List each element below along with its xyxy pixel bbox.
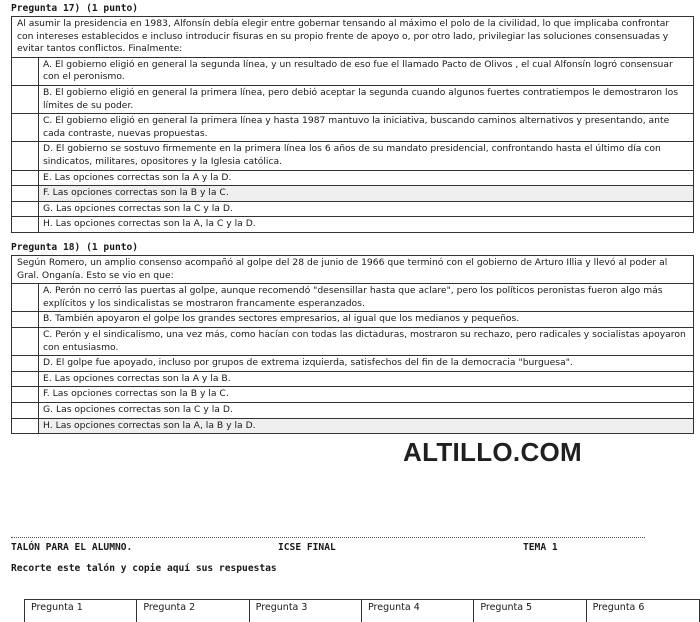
question-18-box — [11, 255, 694, 434]
question-17-option-h[interactable] — [12, 217, 693, 232]
answer-cell[interactable]: Pregunta 4 — [362, 600, 474, 622]
option-text: C. El gobierno eligió en general la primera línea y hasta 1987 mantuvo la iniciativa, buscando caminos alternativos y presentando, ante cada contraste, nuevas propuestas. — [43, 115, 670, 139]
question-18-option-a[interactable] — [12, 284, 693, 312]
option-text: G. Las opciones correctas son la C y la D. — [43, 202, 233, 214]
option-text: H. Las opciones correctas son la A, la C y la D. — [43, 218, 256, 230]
question-18-option-b[interactable] — [12, 312, 693, 328]
question-17-box — [11, 16, 694, 233]
question-18-option-d[interactable] — [12, 356, 693, 372]
question-17-option-c[interactable] — [12, 114, 693, 142]
question-18-option-e[interactable] — [12, 372, 693, 388]
question-17-stem: Al asumir la presidencia en 1983, Alfonsín debía elegir entre gobernar tensando al máximo el polo de la civilidad, lo que implicaba confrontar con intereses establecidos e incluso introducir fisuras en su propio frente de apoyo o, por otro lado, privilegiar las soluciones consensuadas y evitar tantos conflictos. Finalmente: — [12, 17, 693, 58]
question-17-option-g[interactable] — [12, 202, 693, 218]
question-18-option-g[interactable] — [12, 403, 693, 419]
answer-cell[interactable]: Pregunta 1 — [25, 600, 137, 622]
option-text: F. Las opciones correctas son la B y la C. — [39, 186, 693, 201]
question-17-option-d[interactable] — [12, 142, 693, 170]
answer-table — [24, 599, 700, 622]
exam-label: ICSE FINAL — [278, 542, 336, 553]
option-text: G. Las opciones correctas son la C y la D. — [43, 403, 233, 415]
question-17-option-a[interactable] — [12, 58, 693, 86]
question-18-option-f[interactable] — [12, 387, 693, 403]
question-17-title: Pregunta 17) (1 punto) — [11, 3, 139, 14]
question-18-option-h[interactable] — [12, 419, 693, 434]
option-text: B. El gobierno eligió en general la primera línea, pero debió aceptar la segunda cuando algunos fuertes contratiempos le demostraron los límites de su poder. — [43, 86, 679, 111]
option-text: A. El gobierno eligió en general la segunda línea, y un resultado de eso fue el llamado Pacto de Olivos , el cual Alfonsín logró consensuar con el peronismo. — [43, 58, 673, 83]
option-text: D. El gobierno se sostuvo firmemente en la primera línea los 6 años de su mandato presidencial, confrontando hasta el último día con sindicatos, militares, opositores y la Iglesia católica. — [43, 143, 661, 167]
cut-line — [11, 537, 645, 538]
tema-label: TEMA 1 — [523, 542, 558, 553]
option-text: D. El golpe fue apoyado, incluso por grupos de extrema izquierda, satisfechos del fin de la democracia "burguesa". — [43, 357, 573, 369]
option-text: C. Perón y el sindicalismo, una vez más, como hacían con todas las dictaduras, mostraron su rechazo, pero radicales y socialistas apoyaron con entusiasmo. — [43, 328, 686, 353]
option-text: E. Las opciones correctas son la A y la D. — [43, 171, 232, 183]
question-17-option-e[interactable] — [12, 171, 693, 187]
option-text: E. Las opciones correctas son la A y la B. — [43, 372, 231, 384]
question-17-option-f[interactable] — [12, 186, 693, 202]
instruction-text: Recorte este talón y copie aquí sus respuestas — [11, 563, 277, 574]
talon-label: TALÓN PARA EL ALUMNO. — [11, 542, 133, 553]
option-text: F. Las opciones correctas son la B y la C. — [43, 388, 229, 400]
answer-cell[interactable]: Pregunta 2 — [137, 600, 249, 622]
answer-cell[interactable]: Pregunta 6 — [592, 602, 645, 613]
option-text: A. Perón no cerró las puertas al golpe, aunque recomendó "desensillar hasta que aclare", pero los políticos peronistas fueron algo más explícitos y los sindicalistas se mostraron francamente esperanzados. — [43, 285, 663, 309]
question-18-title: Pregunta 18) (1 punto) — [11, 242, 139, 253]
brand-logo-text: ALTILLO.COM — [403, 437, 583, 467]
option-text: B. También apoyaron el golpe los grandes sectores empresarios, al igual que los medianos y pequeños. — [43, 313, 520, 325]
answer-cell[interactable]: Pregunta 3 — [250, 600, 362, 622]
answer-cell[interactable]: Pregunta 5 — [474, 600, 586, 622]
question-18-option-c[interactable] — [12, 328, 693, 356]
question-17-option-b[interactable] — [12, 86, 693, 114]
question-18-stem: Según Romero, un amplio consenso acompañó al golpe del 28 de junio de 1966 que terminó con el gobierno de Arturo Illia y llevó al poder al Gral. Onganía. Esto se vio en que: — [12, 256, 693, 284]
option-text: H. Las opciones correctas son la A, la B y la D. — [39, 419, 693, 434]
